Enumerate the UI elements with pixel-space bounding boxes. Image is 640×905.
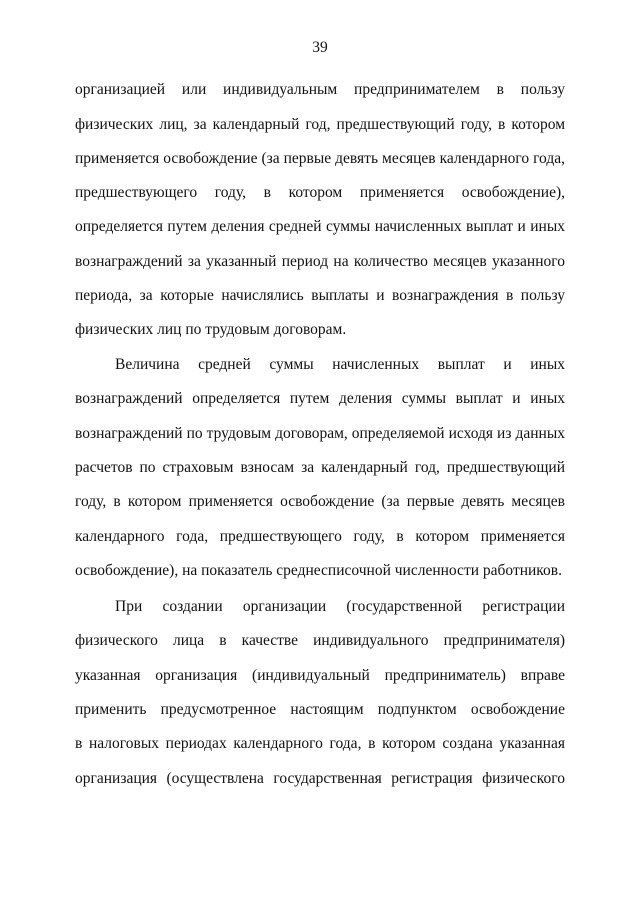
text-line: в налоговых периодах календарного года, в котором создана указанная bbox=[75, 735, 565, 752]
text-line: применить предусмотренное настоящим подпунктом освобождение bbox=[75, 701, 565, 718]
text-line: Величина средней суммы начисленных выплат и иных bbox=[115, 356, 565, 373]
text-line: вознаграждений по трудовым договорам, определяемой исходя из данных bbox=[75, 425, 565, 442]
text-line: освобождение), на показатель среднесписочной численности работников. bbox=[75, 562, 562, 579]
text-line: физического лица в качестве индивидуального предпринимателя) bbox=[75, 632, 565, 649]
text-line: расчетов по страховым взносам за календарный год, предшествующий bbox=[75, 459, 565, 476]
text-line: вознаграждений за указанный период на количество месяцев указанного bbox=[75, 253, 565, 270]
text-line: периода, за которые начислялись выплаты и вознаграждения в пользу bbox=[75, 287, 565, 304]
page-number: 39 bbox=[312, 39, 328, 56]
text-line: физических лиц по трудовым договорам. bbox=[75, 321, 347, 338]
text-line: организация (осуществлена государственная регистрация физического bbox=[75, 770, 565, 787]
text-line: календарного года, предшествующего году, в котором применяется bbox=[75, 528, 565, 545]
text-line: При создании организации (государственной регистрации bbox=[115, 598, 565, 615]
text-line: организацией или индивидуальным предпринимателем в пользу bbox=[75, 81, 565, 98]
text-line: определяется путем деления средней суммы начисленных выплат и иных bbox=[75, 218, 565, 235]
text-line: физических лиц, за календарный год, предшествующий году, в котором bbox=[75, 116, 565, 133]
text-line: предшествующего году, в котором применяется освобождение), bbox=[75, 184, 565, 201]
text-line: году, в котором применяется освобождение (за первые девять месяцев bbox=[75, 493, 565, 510]
text-line: указанная организация (индивидуальный предприниматель) вправе bbox=[75, 667, 565, 684]
text-line: вознаграждений определяется путем деления суммы выплат и иных bbox=[75, 390, 565, 407]
text-line: применяется освобождение (за первые девять месяцев календарного года, bbox=[75, 150, 565, 167]
